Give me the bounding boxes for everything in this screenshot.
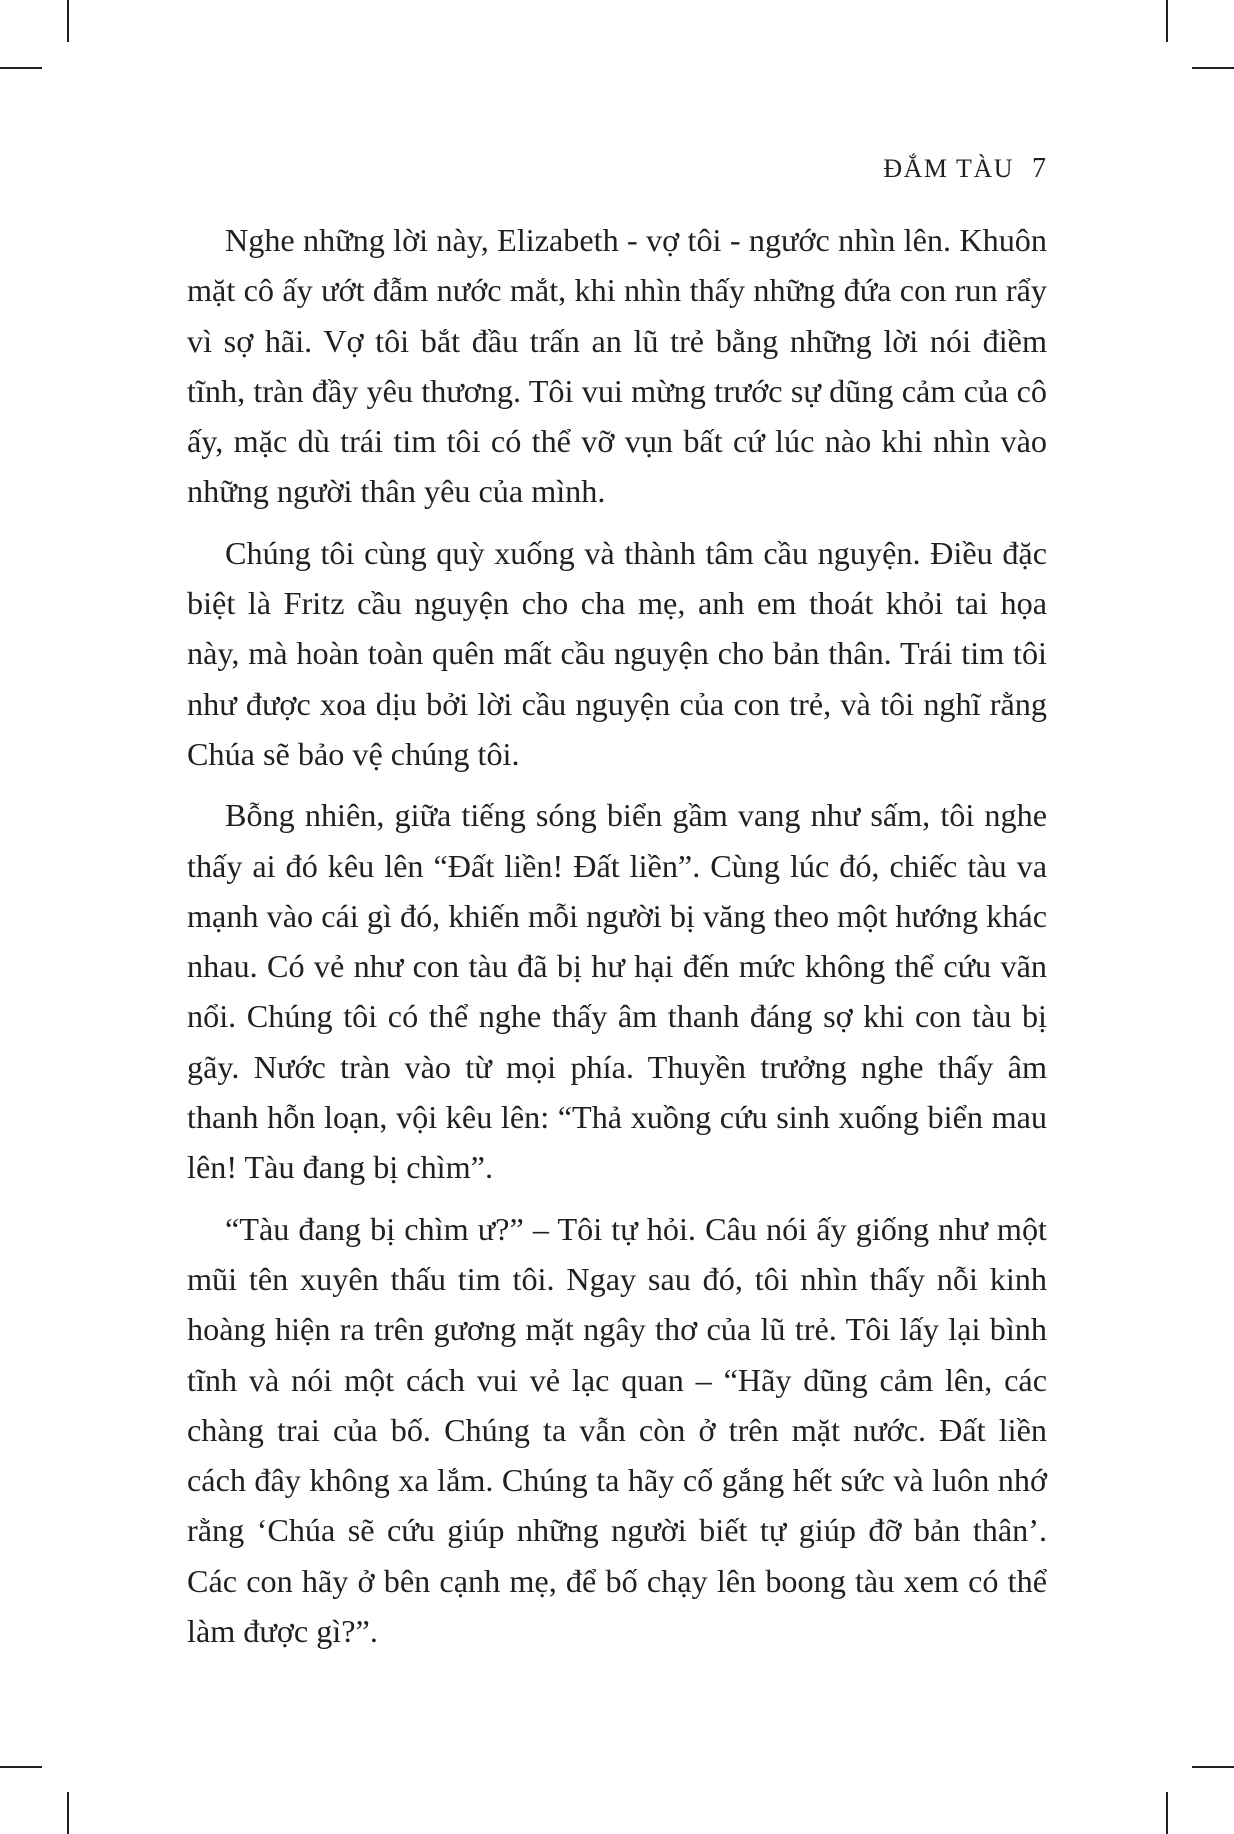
crop-mark-top-left bbox=[67, 0, 69, 42]
page-number: 7 bbox=[1032, 153, 1046, 184]
chapter-title: ĐẮM TÀU bbox=[883, 154, 1014, 183]
crop-mark-bottom-left bbox=[67, 1792, 69, 1834]
crop-mark-top-right bbox=[1166, 0, 1168, 42]
paragraph: “Tàu đang bị chìm ư?” – Tôi tự hỏi. Câu nói ấy giống như một mũi tên xuyên thấu tim tôi. Ngay sau đó, tôi nhìn thấy nỗi kinh hoàng hiện ra trên gương mặt ngây thơ của lũ trẻ. Tôi lấy lại bình tĩnh và nói một cách vui vẻ lạc quan – “Hãy dũng cảm lên, các chàng trai của bố. Chúng ta vẫn còn ở trên mặt nước. Đất liền cách đây không xa lắm. Chúng ta hãy cố gắng hết sức và luôn nhớ rằng ‘Chúa sẽ cứu giúp những người biết tự giúp đỡ bản thân’. Các con hãy ở bên cạnh mẹ, để bố chạy lên boong tàu xem có thể làm được gì?”. bbox=[187, 1210, 1047, 1650]
paragraph: Chúng tôi cùng quỳ xuống và thành tâm cầu nguyện. Điều đặc biệt là Fritz cầu nguyện cho cha mẹ, anh em thoát khỏi tai họa này, mà hoàn toàn quên mất cầu nguyện cho bản thân. Trái tim tôi như được xoa dịu bởi lời cầu nguyện của con trẻ, và tôi nghĩ rằng Chúa sẽ bảo vệ chúng tôi. bbox=[187, 534, 1047, 772]
crop-mark-bottom-left-horizontal bbox=[0, 1766, 42, 1768]
crop-mark-top-right-horizontal bbox=[1192, 67, 1234, 69]
paragraph: Nghe những lời này, Elizabeth - vợ tôi - ngước nhìn lên. Khuôn mặt cô ấy ướt đẫm nước mắt, khi nhìn thấy những đứa con run rẩy vì sợ hãi. Vợ tôi bắt đầu trấn an lũ trẻ bằng những lời nói điềm tĩnh, tràn đầy yêu thương. Tôi vui mừng trước sự dũng cảm của cô ấy, mặc dù trái tim tôi có thể vỡ vụn bất cứ lúc nào khi nhìn vào những người thân yêu của mình. bbox=[187, 222, 1047, 510]
crop-mark-top-left-horizontal bbox=[0, 67, 42, 69]
paragraph: Bỗng nhiên, giữa tiếng sóng biển gầm vang như sấm, tôi nghe thấy ai đó kêu lên “Đất liền! Đất liền”. Cùng lúc đó, chiếc tàu va mạnh vào cái gì đó, khiến mỗi người bị văng theo một hướng khác nhau. Có vẻ như con tàu đã bị hư hại đến mức không thể cứu vãn nổi. Chúng tôi có thể nghe thấy âm thanh đáng sợ khi con tàu bị gãy. Nước tràn vào từ mọi phía. Thuyền trưởng nghe thấy âm thanh hỗn loạn, vội kêu lên: “Thả xuồng cứu sinh xuống biển mau lên! Tàu đang bị chìm”. bbox=[187, 797, 1047, 1186]
body-text bbox=[187, 215, 1047, 1667]
crop-mark-bottom-right-horizontal bbox=[1192, 1766, 1234, 1768]
running-head bbox=[883, 153, 1046, 185]
crop-mark-bottom-right bbox=[1166, 1792, 1168, 1834]
